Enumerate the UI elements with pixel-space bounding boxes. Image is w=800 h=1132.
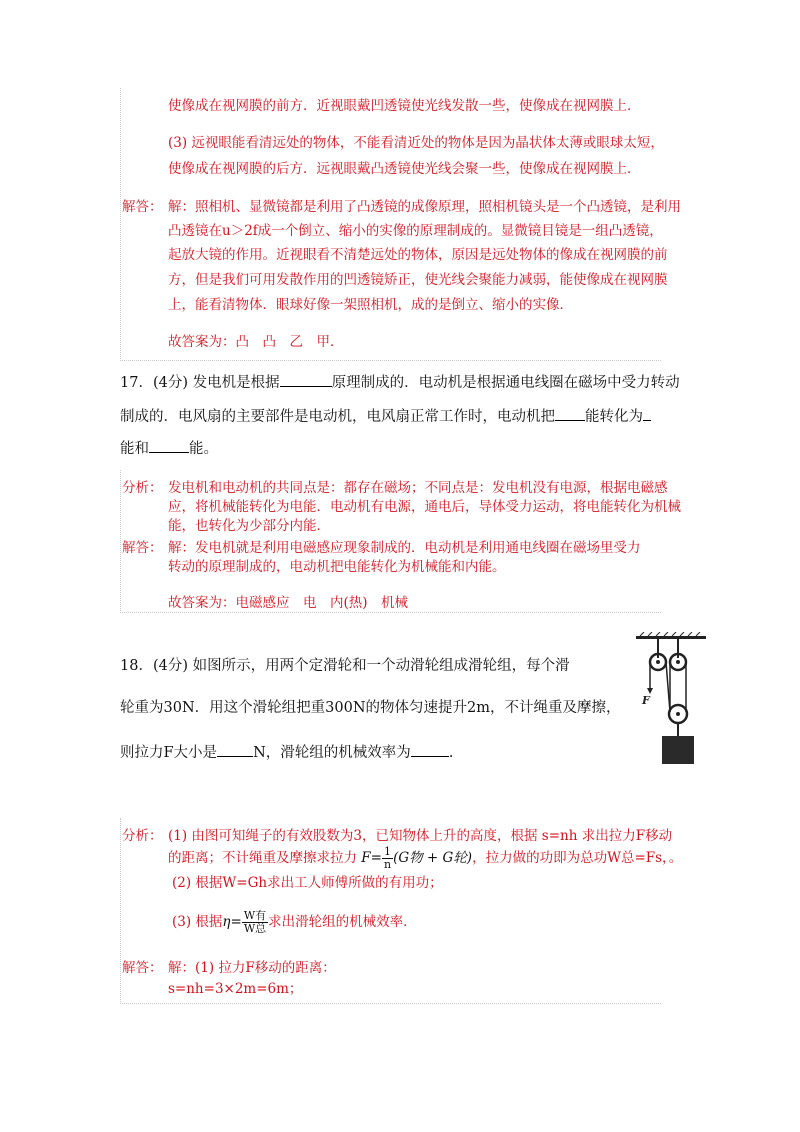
- eta-symbol: η=: [222, 914, 242, 930]
- analysis-text: 的距离；不计绳重及摩擦求拉力: [168, 850, 357, 866]
- answer-line: 解：照相机、显微镜都是利用了凸透镜的成像原理，照相机镜头是一个凸透镜，是利用: [168, 199, 681, 215]
- answer-line: 转动的原理制成的，电动机把电能转化为机械能和内能。: [168, 559, 506, 575]
- analysis-text: (3) 根据: [172, 914, 223, 930]
- pulley-system-figure: [630, 632, 712, 772]
- analysis-line: 应，将机械能转化为电能．电动机有电源，通电后，导体受力运动，将电能转化为机械: [168, 499, 681, 515]
- final-answer: 故答案为：电磁感应 电 内(热) 机械: [168, 595, 409, 611]
- question-text: 17．(4分) 发电机是根据: [120, 375, 280, 391]
- final-answer: 故答案为：凸 凸 乙 甲．: [168, 334, 344, 350]
- question-17-line-1: [120, 370, 680, 394]
- answer-label: 解答：: [122, 199, 163, 215]
- formula-f: F: [361, 850, 371, 866]
- question-text: N，滑轮组的机械效率为: [253, 745, 411, 761]
- analysis-line: (1) 由图可知绳子的有效股数为3，已知物体上升的高度，根据 s=nh 求出拉力F移动: [168, 828, 673, 844]
- answer-line: 方，但是我们可用发散作用的凹透镜矫正，使光线会聚能力减弱，能使像成在视网膜: [168, 272, 668, 288]
- formula-body: (G物 + G轮): [393, 850, 473, 866]
- analysis-line: [168, 846, 682, 871]
- efficiency-fraction: $\frac{\text{W有}}{\text{W总}}$: [243, 909, 267, 935]
- question-text: 原理制成的．电动机是根据通电线圈在磁场中受力转动: [331, 375, 680, 391]
- question-17-line-3: [120, 436, 218, 460]
- question-18-line-1: 18．(4分) 如图所示，用两个定滑轮和一个动滑轮组成滑轮组，每个滑: [120, 658, 570, 674]
- analysis-line: 发电机和电动机的共同点是：都存在磁场；不同点是：发电机没有电源，根据电磁感: [168, 480, 668, 496]
- answer-line: 凸透镜在u＞2f成一个倒立、缩小的实像的原理制成的。显微镜目镜是一组凸透镜，: [168, 223, 663, 239]
- text-line: 使像成在视网膜的后方．远视眼戴凸透镜使光线会聚一些，使像成在视网膜上．: [168, 161, 641, 177]
- analysis-text: 求出滑轮组的机械效率．: [268, 914, 417, 930]
- analysis-line: 能，也转化为少部分内能．: [168, 518, 330, 534]
- formula-fraction: $\frac{1}{n}$: [383, 845, 392, 871]
- answer-label: 解答：: [122, 960, 163, 976]
- formula-eq: =: [370, 850, 382, 866]
- text-line: 使像成在视网膜的前方．近视眼戴凹透镜使光线发散一些，使像成在视网膜上．: [168, 98, 641, 114]
- answer-line: 解：发电机就是利用电磁感应现象制成的．电动机是利用通电线圈在磁场里受力: [168, 540, 641, 556]
- answer-blank[interactable]: [643, 404, 651, 421]
- answer-line: 上，能看清物体．眼球好像一架照相机，成的是倒立、缩小的实像．: [168, 297, 573, 313]
- answer-label: 解答：: [122, 540, 163, 556]
- question-17-line-2: [120, 404, 651, 428]
- answer-line: 起放大镜的作用。近视眼看不清楚远处的物体，原因是远处物体的像成在视网膜的前: [168, 247, 668, 263]
- analysis-text: ，拉力做的功即为总功W总=Fs，。: [472, 850, 683, 866]
- question-text: 能和: [120, 441, 149, 457]
- text-line: (3) 远视眼能看清远处的物体，不能看清近处的物体是因为晶状体太薄或眼球太短，: [168, 135, 664, 151]
- question-text: 则拉力F大小是: [120, 745, 218, 761]
- analysis-label: 分析：: [122, 828, 163, 844]
- question-text: 能转化为: [585, 409, 643, 425]
- question-text: .: [448, 745, 454, 761]
- question-18-line-2: 轮重为30N．用这个滑轮组把重300N的物体匀速提升2m，不计绳重及摩擦，: [120, 700, 621, 716]
- answer-blank[interactable]: [411, 740, 449, 757]
- answer-line: 解：(1) 拉力F移动的距离：: [168, 960, 336, 976]
- answer-blank[interactable]: [149, 436, 189, 453]
- force-label: F: [642, 694, 650, 707]
- analysis-line: [172, 904, 417, 940]
- answer-line: s=nh=3×2m=6m；: [168, 981, 303, 997]
- answer-blank[interactable]: [280, 370, 332, 387]
- answer-blank[interactable]: [217, 740, 253, 757]
- answer-blank[interactable]: [555, 404, 585, 421]
- question-18-line-3: [120, 740, 453, 764]
- question-text: 制成的．电风扇的主要部件是电动机，电风扇正常工作时，电动机把: [120, 409, 555, 425]
- analysis-line: (2) 根据W=Gh求出工人师傅所做的有用功；: [172, 875, 443, 891]
- question-text: 能。: [189, 441, 218, 457]
- analysis-label: 分析：: [122, 480, 163, 496]
